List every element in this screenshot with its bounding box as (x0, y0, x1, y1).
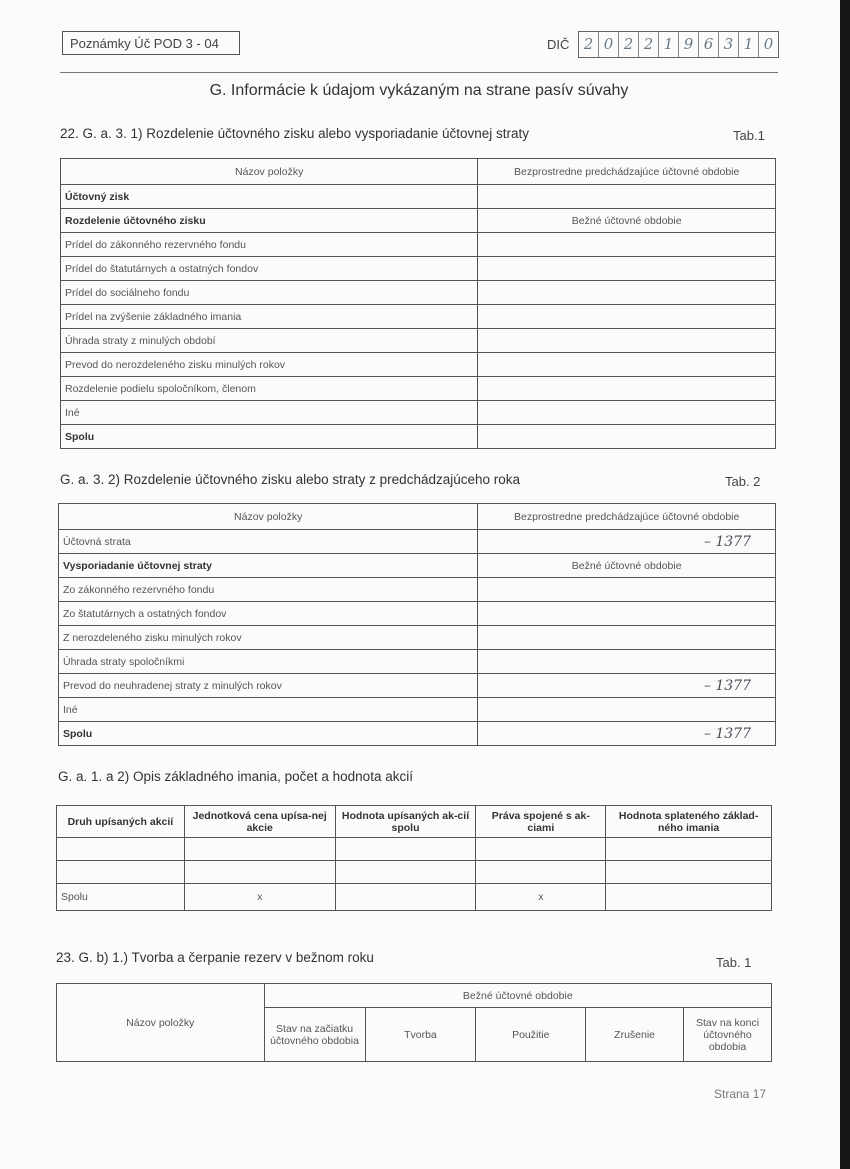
table4-group-header: Bežné účtovné obdobie (264, 984, 771, 1008)
table4-subheader: Použitie (476, 1008, 586, 1062)
table2-tab-label: Tab. 2 (725, 474, 761, 489)
table-row-label: Spolu (61, 425, 478, 449)
dic-digit: 2 (639, 32, 659, 57)
table3-header: Hodnota splateného základ-ného imania (606, 806, 772, 838)
table-row-label: Úhrada straty z minulých období (61, 329, 478, 353)
table3-header: Jednotková cena upísa-nej akcie (184, 806, 335, 838)
dic-digit: 0 (599, 32, 619, 57)
table4 (56, 983, 772, 1062)
table1-col-name: Názov položky (61, 159, 478, 185)
table3 (56, 805, 772, 911)
table-row-label: Prídel na zvýšenie základného imania (61, 305, 478, 329)
dic-label: DIČ (547, 37, 570, 52)
table1-col-prev: Bezprostredne predchádzajúce účtovné obdobie (478, 159, 776, 185)
table3-header: Druh upísaných akcií (57, 806, 185, 838)
table-cell[interactable] (478, 698, 776, 722)
table4-col-name: Názov položky (57, 984, 265, 1062)
table-row-label: Účtovný zisk (61, 185, 478, 209)
table-cell[interactable] (478, 578, 776, 602)
table-cell[interactable] (478, 257, 776, 281)
table-cell[interactable] (478, 305, 776, 329)
table-row-label: Účtovná strata (59, 530, 478, 554)
dic-digit: 1 (739, 32, 759, 57)
table2-col-name: Názov položky (59, 504, 478, 530)
handwritten-value[interactable]: – 1377 (478, 530, 776, 554)
table3-heading: G. a. 1. a 2) Opis základného imania, počet a hodnota akcií (58, 769, 413, 784)
table2-heading: G. a. 3. 2) Rozdelenie účtovného zisku alebo straty z predchádzajúceho roka (60, 472, 521, 487)
table-cell[interactable] (606, 884, 772, 911)
x-mark: x (184, 884, 335, 911)
page-number: Strana 17 (714, 1087, 767, 1101)
section-title: G. Informácie k údajom vykázaným na strane pasív súvahy (209, 82, 629, 99)
table-cell[interactable] (478, 281, 776, 305)
table4-subheader: Stav na konci účtovného obdobia (684, 1008, 772, 1062)
dic-digit: 1 (659, 32, 679, 57)
table-cell[interactable] (478, 353, 776, 377)
table-row-label: Prídel do sociálneho fondu (61, 281, 478, 305)
dic-digit: 6 (699, 32, 719, 57)
table-cell[interactable] (476, 861, 606, 884)
table-row-label: Iné (61, 401, 478, 425)
table4-heading: 23. G. b) 1.) Tvorba a čerpanie rezerv v bežnom roku (56, 950, 374, 965)
table-row-label: Zo zákonného rezervného fondu (59, 578, 478, 602)
table-row-label: Z nerozdeleného zisku minulých rokov (59, 626, 478, 650)
table-cell[interactable] (478, 233, 776, 257)
table-cell[interactable] (476, 838, 606, 861)
table-cell[interactable] (478, 602, 776, 626)
table-cell[interactable] (606, 861, 772, 884)
table-cell[interactable] (57, 861, 185, 884)
table-cell[interactable] (335, 838, 476, 861)
table-cell[interactable] (606, 838, 772, 861)
table-row-label: Prevod do neuhradenej straty z minulých rokov (59, 674, 478, 698)
table-row-label: Prídel do zákonného rezervného fondu (61, 233, 478, 257)
header-divider (60, 72, 778, 73)
table-row-label: Úhrada straty spoločníkmi (59, 650, 478, 674)
table4-tab-label: Tab. 1 (716, 955, 752, 970)
dic-digit: 9 (679, 32, 699, 57)
table-cell[interactable] (478, 650, 776, 674)
table-row-label: Zo štatutárnych a ostatných fondov (59, 602, 478, 626)
table-row-label: Vysporiadanie účtovnej straty (59, 554, 478, 578)
table-cell[interactable] (478, 185, 776, 209)
dic-digit: 2 (579, 32, 599, 57)
table1-tab-label: Tab.1 (733, 128, 765, 143)
table-cell[interactable] (478, 377, 776, 401)
table1-col-current: Bežné účtovné obdobie (478, 209, 776, 233)
table4-subheader: Tvorba (365, 1008, 476, 1062)
table3-total-label: Spolu (57, 884, 185, 911)
table-cell[interactable] (478, 329, 776, 353)
handwritten-value[interactable]: – 1377 (478, 674, 776, 698)
table2-col-current: Bežné účtovné obdobie (478, 554, 776, 578)
table-cell[interactable] (478, 425, 776, 449)
table-row-label: Prídel do štatutárnych a ostatných fondov (61, 257, 478, 281)
table-row-label: Prevod do nerozdeleného zisku minulých rokov (61, 353, 478, 377)
table1 (60, 158, 776, 449)
form-label: Poznámky Úč POD 3 - 04 (62, 31, 240, 55)
table-row-label: Rozdelenie účtovného zisku (61, 209, 478, 233)
x-mark: x (476, 884, 606, 911)
dic-digit: 2 (619, 32, 639, 57)
table2 (58, 503, 776, 746)
table-cell[interactable] (184, 861, 335, 884)
handwritten-value[interactable]: – 1377 (478, 722, 776, 746)
scan-edge (840, 0, 850, 1169)
table1-heading: 22. G. a. 3. 1) Rozdelenie účtovného zisku alebo vysporiadanie účtovnej straty (60, 126, 530, 141)
dic-digit: 0 (763, 35, 774, 53)
table3-header: Práva spojené s ak-ciami (476, 806, 606, 838)
table2-col-prev: Bezprostredne predchádzajúce účtovné obdobie (478, 504, 776, 530)
table-cell[interactable] (478, 401, 776, 425)
table4-subheader: Stav na začiatku účtovného obdobia (264, 1008, 365, 1062)
table-cell[interactable] (57, 838, 185, 861)
table-row-label: Spolu (59, 722, 478, 746)
table-cell[interactable] (335, 884, 476, 911)
table-cell[interactable] (478, 626, 776, 650)
table-cell[interactable] (335, 861, 476, 884)
dic-digit: 3 (719, 32, 739, 57)
table-cell[interactable] (184, 838, 335, 861)
dic-digit-boxes (578, 31, 779, 58)
table-row-label: Rozdelenie podielu spoločníkom, členom (61, 377, 478, 401)
table3-header: Hodnota upísaných ak-cií spolu (335, 806, 476, 838)
table-row-label: Iné (59, 698, 478, 722)
table4-subheader: Zrušenie (586, 1008, 684, 1062)
